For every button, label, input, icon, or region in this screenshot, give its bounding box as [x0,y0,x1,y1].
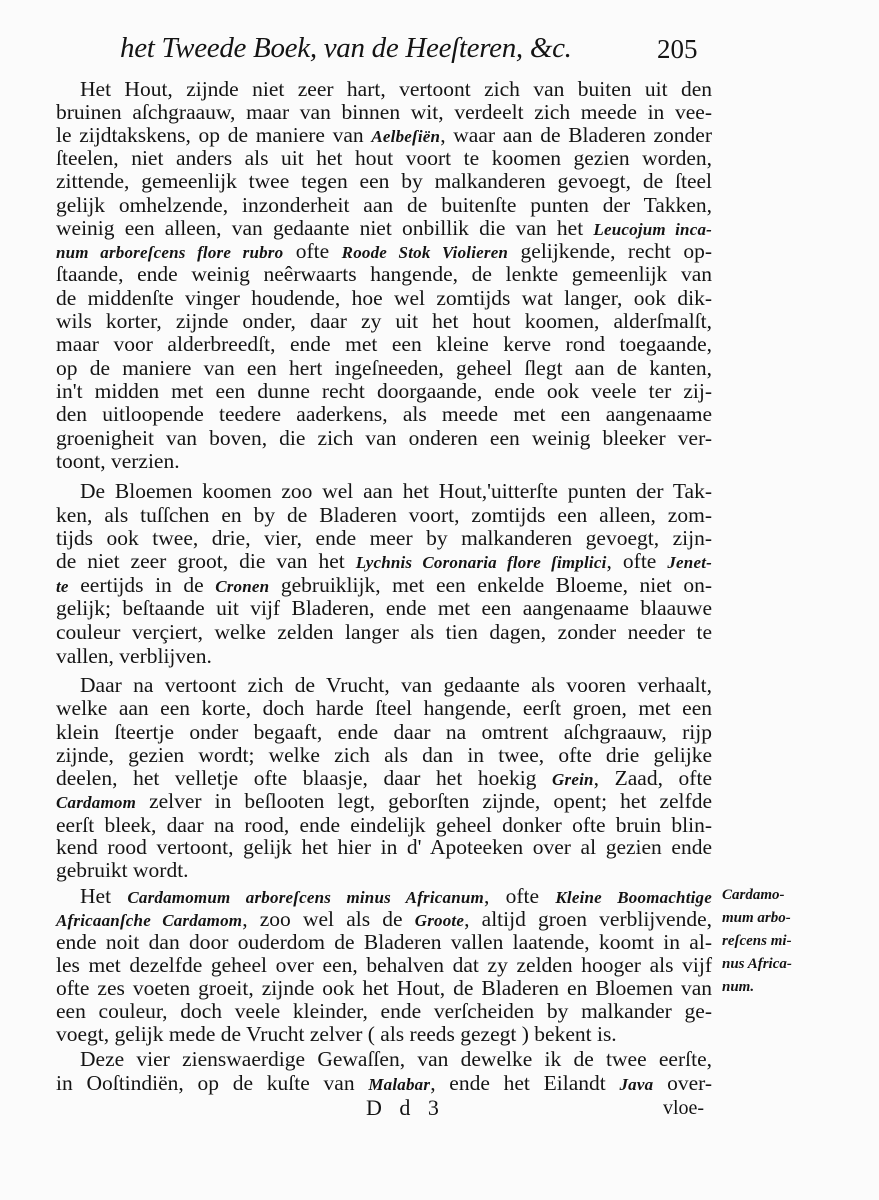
text-run: deelen, het velletje ofte blaasje, daar het hoekig [56,766,553,790]
text-run: een couleur, doch veele kleinder, ende verſcheiden by malkander ge- [56,999,712,1023]
text-line [56,549,712,575]
text-line [56,526,712,550]
italic-term: Leucojum inca- [593,220,712,239]
text-run: zittende, gemeenlijk twee tegen een by malkanderen gevoegt, de ſteel [56,169,712,193]
text-run: de niet zeer groot, die van het [56,549,356,573]
margin-note-line: nus Africa- [722,956,792,972]
text-line [56,449,712,473]
text-line [56,789,712,815]
text-run: wils korter, zijnde onder, daar zy uit het hout koomen, alderſmalſt, [56,309,712,333]
text-run: , ofte [483,884,556,908]
text-line [56,379,712,403]
italic-term: Roode Stok Violieren [341,243,509,262]
text-line [56,813,712,837]
italic-term: num arboreſcens flore rubro [56,243,284,262]
text-run: , ende het Eilandt [430,1071,620,1095]
italic-term: Aelbeſiën [371,127,441,146]
margin-note-line: Cardamo- [722,887,785,903]
text-line [56,620,712,644]
text-line [56,999,712,1023]
text-line [56,976,712,1000]
text-run: groenigheit van boven, die zich van onderen een weinig bleeker ver- [56,426,712,450]
text-run: welke aan een korte, doch harde ſteel hangende, eerſt groen, met een [56,696,712,720]
italic-term: Lychnis Coronaria flore ſimplici [355,553,607,572]
text-run: , Zaad, ofte [593,766,712,790]
text-run: gebruiklijk, met een enkelde Bloeme, niet on- [269,573,712,597]
text-run: , waar aan de Bladeren zonder [440,123,712,147]
text-run: Deze vier zienswaerdige Gewaſſen, van dewelke ik de twee eerſte, [80,1047,712,1071]
text-run: le zijdtakskens, op de maniere van [56,123,372,147]
text-run: maar voor alderbreedſt, ende met een kleine kerve rond toegaande, [56,332,712,356]
italic-term: Jenet- [667,553,712,572]
text-run: les met dezelfde geheel over een, behalven dat zy zelden hooger als vijf [56,953,712,977]
text-run: ſteelen, niet anders als uit het hout voort te koomen gezien worden, [56,146,712,170]
text-run: zijnde, gezien wordt; welke zich als dan in twee, ofte drie gelijke [56,743,712,767]
text-run: in't midden met een dunne recht doorgaande, ende ook veele ter zij- [56,379,712,403]
text-line [56,146,712,170]
text-run: in Ooſtindiën, op de kuſte van [56,1071,369,1095]
text-line [56,696,712,720]
text-run: vallen, verblijven. [56,644,212,668]
italic-term: Kleine Boomachtige [555,888,713,907]
text-run: , zoo wel als de [242,907,415,931]
text-run: toont, verzien. [56,449,180,473]
text-run: Het Hout, zijnde niet zeer hart, vertoont zich van buiten uit den [80,77,712,101]
page-number: 205 [657,34,698,64]
paragraph-first-line [80,77,712,101]
text-line [56,743,712,767]
text-line [56,835,712,859]
text-run: de middenſte vinger houdende, hoe wel zomtijds wat langer, ook dik- [56,286,712,310]
text-line [56,953,712,977]
text-run: couleur verçiert, welke zelden langer als tien dagen, zonder needer te [56,620,712,644]
margin-note-line: mum arbo- [722,910,791,926]
catchword: vloe- [663,1097,705,1119]
text-run: weinig een alleen, van gedaante niet onbillik die van het [56,216,594,240]
text-run: den uitloopende teedere aaderkens, als meede met een aangenaame [56,402,712,426]
text-run: ofte zes voeten groeit, zijnde ook het Hout, de Bladeren en Bloemen van [56,976,712,1000]
text-line [56,503,712,527]
text-line [56,644,712,668]
text-line [56,100,712,124]
paragraph-first-line [80,1047,712,1071]
text-line [56,309,712,333]
text-run: ſtaande, ende weinig neêrwaarts hangende, de lenkte gemeenlijk van [56,262,712,286]
text-run: bruinen aſchgraauw, maar van binnen wit, verdeelt zich meede in vee- [56,100,712,124]
text-line [56,1071,712,1097]
text-line [56,858,712,882]
italic-term: Groote [414,911,465,930]
text-line [56,402,712,426]
text-run: , ofte [606,549,668,573]
text-run: Daar na vertoont zich de Vrucht, van gedaante als vooren verhaalt, [80,673,712,697]
text-run: over- [653,1071,712,1095]
text-line [56,262,712,286]
text-run: Het [80,884,128,908]
text-line [56,356,712,380]
margin-note-line: reſcens mi- [722,933,792,949]
margin-note-line: num. [722,979,755,995]
text-run: zelver in beſlooten legt, geborſten zijnde, opent; het zelfde [136,789,712,813]
text-line [56,720,712,744]
text-run: ofte [283,239,342,263]
text-run: tijds ook twee, drie, vier, ende meer by malkanderen gevoegt, zijn- [56,526,712,550]
text-run: ende noit dan door ouderdom de Bladeren vallen laatende, koomt in al- [56,930,712,954]
text-run: eerſt bleek, daar na rood, ende eindelijk geheel donker ofte bruin blin- [56,813,712,837]
italic-term: Java [619,1075,654,1094]
text-line [56,286,712,310]
italic-term: Cronen [215,577,270,596]
text-run: gebruikt wordt. [56,858,189,882]
text-line [56,169,712,193]
paragraph-first-line [80,479,712,503]
text-run: voegt, gelijk mede de Vrucht zelver ( als reeds gezegt ) bekent is. [56,1022,617,1046]
text-run: gelijkende, recht op- [508,239,712,263]
text-line [56,596,712,620]
italic-term: te [56,577,69,596]
text-run: , altijd groen verblijvende, [464,907,712,931]
text-line [56,193,712,217]
signature-mark: D d 3 [366,1095,445,1120]
italic-term: Cardamomum arboreſcens minus Africanum [127,888,484,907]
text-run: gelijk; beſtaande uit vijf Bladeren, ende met een aangenaame blaauwe [56,596,712,620]
text-line [56,332,712,356]
text-run: kend rood vertoont, gelijk het hier in d' Apoteeken over al gezien ende [56,835,712,859]
text-run: ken, als tuſſchen en by de Bladeren voort, zomtijds een alleen, zom- [56,503,712,527]
italic-term: Grein [552,770,594,789]
italic-term: Africaanſche Cardamom [56,911,243,930]
paragraph-first-line [80,673,712,697]
running-header: het Tweede Boek, van de Heeſteren, &c. [120,32,572,64]
text-line [56,426,712,450]
text-run: klein ſteertje onder begaaft, ende daar na omtrent aſchgraauw, rijp [56,720,712,744]
text-line [56,1022,712,1046]
text-run: eertijds in de [68,573,216,597]
text-run: op de maniere van een hert ingeſneeden, geheel ſlegt aan de kanten, [56,356,712,380]
italic-term: Malabar [368,1075,431,1094]
italic-term: Cardamom [56,793,137,812]
text-run: gelijk omhelzende, inzonderheit aan de buitenſte punten der Takken, [56,193,712,217]
text-line [56,930,712,954]
text-run: De Bloemen koomen zoo wel aan het Hout,'uitterſte punten der Tak- [80,479,712,503]
